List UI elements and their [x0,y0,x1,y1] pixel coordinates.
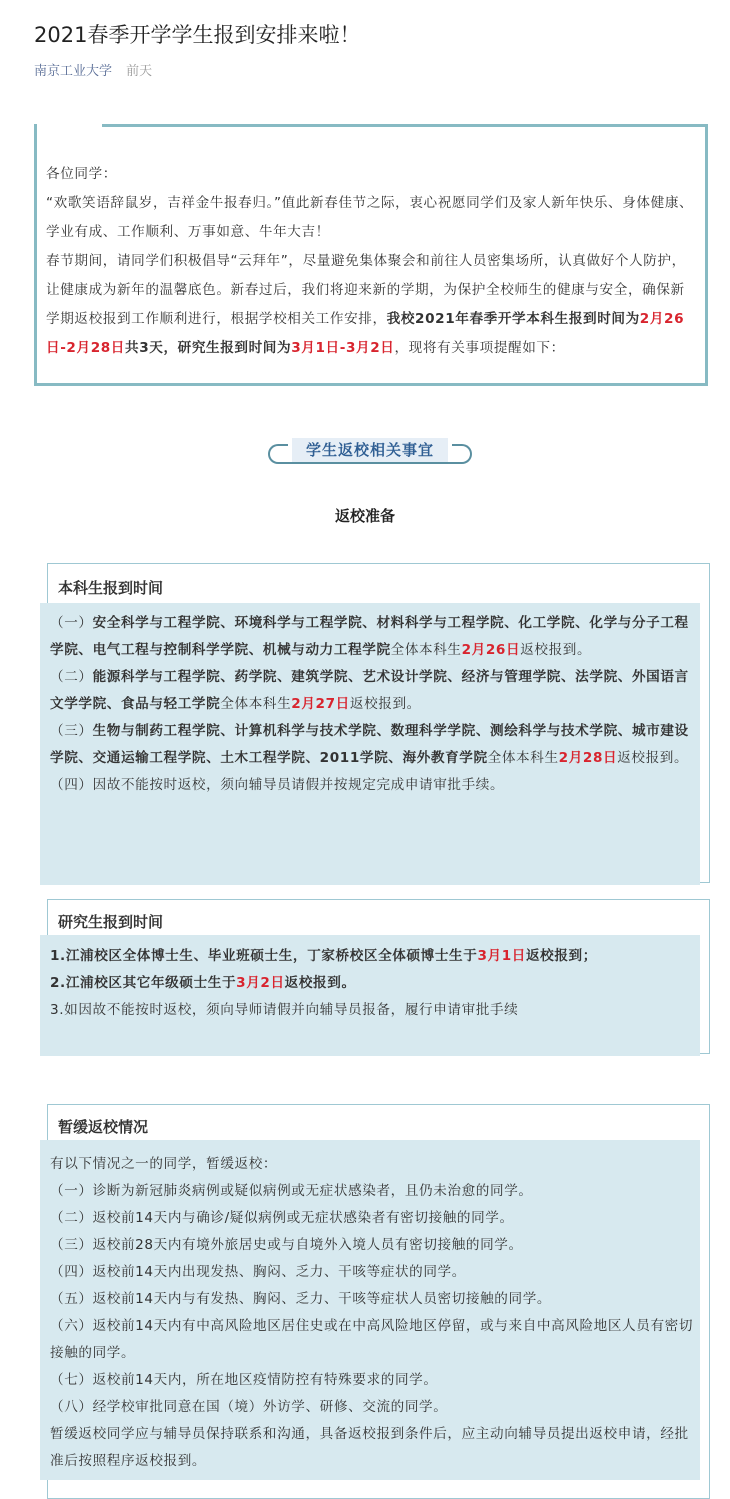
intro-box-top-line [102,124,708,127]
section-tag-label: 学生返校相关事宜 [292,438,448,462]
deferral-item: （六）返校前14天内有中高风险地区居住史或在中高风险地区停留，或与来自中高风险地区人员有密切接触的同学。 [50,1318,694,1361]
grad-item-1: 1.江浦校区全体博士生、毕业班硕士生，丁家桥校区全体硕博士生于3月1日返校报到； [50,948,597,964]
grad-heading: 研究生报到时间 [58,913,164,931]
subtitle: 返校准备 [334,507,395,525]
undergrad-item-1: （一）安全科学与工程学院、环境科学与工程学院、材料科学与工程学院、化工学院、化学与分子工程学院、电气工程与控制科学学院、机械与动力工程学院全体本科生2月26日返校报到。 [50,615,689,658]
article-title: 2021春季开学学生报到安排来啦！ [34,23,361,47]
undergrad-heading: 本科生报到时间 [58,579,164,597]
deferral-item: （四）返校前14天内出现发热、胸闷、乏力、干咳等症状的同学。 [50,1264,466,1280]
grad-item-2: 2.江浦校区其它年级硕士生于3月2日返校报到。 [50,975,356,991]
undergrad-body [50,610,698,799]
tag-underline [286,462,454,464]
undergrad-item-3: （三）生物与制药工程学院、计算机科学与技术学院、数理科学学院、测绘科学与技术学院、城市建设学院、交通运输工程学院、土木工程学院、2011学院、海外教育学院全体本科生2月28日返校报到。 [50,723,689,766]
deferral-intro: 有以下情况之一的同学，暂缓返校： [50,1156,278,1172]
intro-paragraph-2: 春节期间，请同学们积极倡导“云拜年”，尽量避免集体聚会和前往人员密集场所，认真做好个人防护，让健康成为新年的温馨底色。新春过后，我们将迎来新的学期，为保护全校师生的健康与安全，确保新学期返校报到工作顺利进行，根据学校相关工作安排，我校2021年春季开学本科生报到时间为2月26日-2月28日共3天，研究生报到时间为3月1日-3月2日，现将有关事项提醒如下： [46,253,686,356]
source-link[interactable]: 南京工业大学 [34,64,113,79]
deferral-item: （一）诊断为新冠肺炎病例或疑似病例或无症状感染者，且仍未治愈的同学。 [50,1183,533,1199]
undergrad-item-4: （四）因故不能按时返校，须向辅导员请假并按规定完成申请审批手续。 [50,777,505,793]
undergrad-item-2: （二）能源科学与工程学院、药学院、建筑学院、艺术设计学院、经济与管理学院、法学院、外国语言文学学院、食品与轻工学院全体本科生2月27日返校报到。 [50,669,689,712]
deferral-heading: 暂缓返校情况 [58,1118,149,1136]
deferral-item: （八）经学校审批同意在国（境）外访学、研修、交流的同学。 [50,1399,448,1415]
tag-left-bracket [268,444,288,464]
grad-body [50,943,698,1024]
intro-text [46,160,698,363]
deferral-item: （二）返校前14天内与确诊/疑似病例或无症状感染者有密切接触的同学。 [50,1210,514,1226]
publish-time: 前天 [126,64,153,79]
grad-item-3: 3.如因故不能按时返校，须向导师请假并向辅导员报备，履行申请审批手续 [50,1002,519,1018]
tag-right-bracket [452,444,472,464]
section-tag [268,436,472,466]
deferral-item: （五）返校前14天内与有发热、胸闷、乏力、干咳等症状人员密切接触的同学。 [50,1291,552,1307]
deferral-closing: 暂缓返校同学应与辅导员保持联系和沟通，具备返校报到条件后，应主动向辅导员提出返校申请，经批准后按照程序返校报到。 [50,1426,689,1469]
deferral-item: （七）返校前14天内，所在地区疫情防控有特殊要求的同学。 [50,1372,438,1388]
deferral-item: （三）返校前28天内有境外旅居史或与自境外入境人员有密切接触的同学。 [50,1237,523,1253]
greeting: 各位同学： [46,166,117,182]
article-meta [34,62,152,82]
intro-paragraph-1: “欢歌笑语辞鼠岁，吉祥金牛报春归。”值此新春佳节之际，衷心祝愿同学们及家人新年快乐、身体健康、学业有成、工作顺利、万事如意、牛年大吉！ [46,195,694,240]
deferral-body [50,1151,698,1475]
